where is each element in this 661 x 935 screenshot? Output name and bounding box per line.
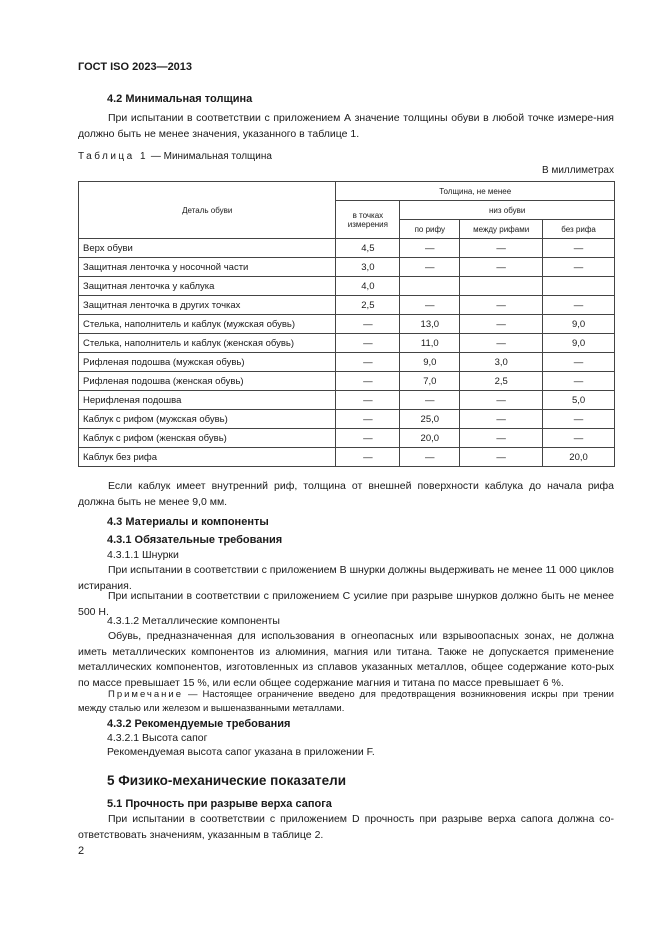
cell-between: 2,5	[460, 372, 543, 391]
cell-between: 3,0	[460, 353, 543, 372]
cell-points: —	[336, 448, 400, 467]
cell-rib	[400, 277, 460, 296]
cell-between: —	[460, 334, 543, 353]
table-row	[79, 429, 615, 448]
table-row	[79, 277, 615, 296]
table-row	[79, 296, 615, 315]
cell-points: —	[336, 315, 400, 334]
cell-norib: —	[543, 410, 615, 429]
table-1-units: В миллиметрах	[542, 165, 614, 176]
cell-points: —	[336, 334, 400, 353]
cell-points: —	[336, 429, 400, 448]
table-1	[78, 181, 615, 467]
laces-strength-text: При испытании в соответствии с приложением С усилие при разрыве шнурков должно быть не менее 500 Н.	[78, 590, 614, 618]
cell-rib: 11,0	[400, 334, 460, 353]
header-points: в точках измерения	[336, 201, 400, 239]
note	[78, 688, 614, 716]
cell-points: 4,0	[336, 277, 400, 296]
cell-points: —	[336, 372, 400, 391]
page-number: 2	[78, 845, 85, 857]
cell-points: —	[336, 410, 400, 429]
header-norib: без рифа	[543, 220, 615, 239]
cell-part: Защитная ленточка в других точках	[79, 296, 336, 315]
cell-between	[460, 277, 543, 296]
header-between: между рифами	[460, 220, 543, 239]
cell-rib: 20,0	[400, 429, 460, 448]
cell-part: Защитная ленточка у носочной части	[79, 258, 336, 277]
cell-norib: —	[543, 258, 615, 277]
cell-part: Стелька, наполнитель и каблук (мужская обувь)	[79, 315, 336, 334]
cell-norib: 5,0	[543, 391, 615, 410]
section-4-3-1-1-heading: 4.3.1.1 Шнурки	[107, 549, 179, 561]
table-row	[79, 239, 615, 258]
table-row	[79, 353, 615, 372]
table-1-title: — Минимальная толщина	[148, 151, 272, 162]
table-row	[79, 334, 615, 353]
table-row	[79, 410, 615, 429]
note-label: Примечание	[108, 689, 183, 700]
table-row	[79, 315, 615, 334]
cell-part: Каблук с рифом (женская обувь)	[79, 429, 336, 448]
table-row	[79, 391, 615, 410]
header-rib: по рифу	[400, 220, 460, 239]
cell-norib: 20,0	[543, 448, 615, 467]
cell-points: —	[336, 391, 400, 410]
section-4-2-heading: 4.2 Минимальная толщина	[107, 93, 253, 105]
cell-rib: —	[400, 296, 460, 315]
section-4-3-1-2-heading: 4.3.1.2 Металлические компоненты	[107, 615, 280, 627]
cell-between: —	[460, 239, 543, 258]
cell-between: —	[460, 315, 543, 334]
cell-part: Защитная ленточка у каблука	[79, 277, 336, 296]
cell-norib	[543, 277, 615, 296]
cell-norib: 9,0	[543, 315, 615, 334]
table-1-caption	[78, 151, 272, 162]
header-thickness: Толщина, не менее	[336, 182, 615, 201]
cell-rib: 25,0	[400, 410, 460, 429]
cell-part: Каблук без рифа	[79, 448, 336, 467]
note-text: — Настоящее ограничение введено для предотвращения возникновения искры при трении между сталью или железом и вышеназванными металлами.	[78, 689, 614, 714]
table-row	[79, 448, 615, 467]
cell-points: 4,5	[336, 239, 400, 258]
cell-part: Каблук с рифом (мужская обувь)	[79, 410, 336, 429]
cell-rib: 7,0	[400, 372, 460, 391]
table-1-label: Таблица 1	[78, 151, 149, 162]
laces-abrasion-text: При испытании в соответствии с приложением В шнурки должны выдерживать не менее 11 000 циклов истирания.	[78, 564, 614, 592]
section-4-3-2-heading: 4.3.2 Рекомендуемые требования	[107, 718, 291, 730]
cell-norib: —	[543, 429, 615, 448]
cell-rib: —	[400, 258, 460, 277]
tear-strength-text: При испытании в соответствии с приложением D прочность при разрыве верха сапога должна со-ответствовать значениям, указанным в таблице 2.	[78, 813, 614, 841]
section-4-3-1-heading: 4.3.1 Обязательные требования	[107, 534, 283, 546]
table-row	[79, 258, 615, 277]
section-5-1-heading: 5.1 Прочность при разрыве верха сапога	[107, 798, 332, 810]
cell-norib: —	[543, 296, 615, 315]
cell-norib: —	[543, 372, 615, 391]
cell-rib: 9,0	[400, 353, 460, 372]
cell-rib: 13,0	[400, 315, 460, 334]
cell-part: Стелька, наполнитель и каблук (женская обувь)	[79, 334, 336, 353]
heel-rib-text: Если каблук имеет внутренний риф, толщина от внешней поверхности каблука до начала рифа должна быть не менее 9,0 мм.	[78, 480, 614, 508]
cell-between: —	[460, 258, 543, 277]
header-bottom: низ обуви	[400, 201, 615, 220]
table-row	[79, 372, 615, 391]
cell-between: —	[460, 429, 543, 448]
section-5-heading: 5 Физико-механические показатели	[107, 773, 347, 788]
metal-components-text: Обувь, предназначенная для использования в огнеопасных или взрывоопасных зонах, не должна иметь металлических компонентов из алюминия, магния или титана. Также не допускается применение металлических компонентов, изготовленных из сплавов указанных металлов, общее содержание кото-рых по массе превышает 15 %, или если общее содержание магния и титана по массе превышает 6 %.	[78, 630, 614, 689]
cell-norib: —	[543, 353, 615, 372]
section-4-3-2-1-heading: 4.3.2.1 Высота сапог	[107, 732, 208, 744]
cell-norib: 9,0	[543, 334, 615, 353]
cell-part: Нерифленая подошва	[79, 391, 336, 410]
cell-part: Рифленая подошва (мужская обувь)	[79, 353, 336, 372]
cell-rib: —	[400, 239, 460, 258]
cell-between: —	[460, 296, 543, 315]
cell-between: —	[460, 448, 543, 467]
cell-points: 2,5	[336, 296, 400, 315]
cell-norib: —	[543, 239, 615, 258]
document-id: ГОСТ ISO 2023—2013	[78, 61, 193, 73]
cell-points: 3,0	[336, 258, 400, 277]
cell-rib: —	[400, 448, 460, 467]
header-part: Деталь обуви	[79, 182, 336, 239]
section-4-3-heading: 4.3 Материалы и компоненты	[107, 516, 269, 528]
section-4-2-text: При испытании в соответствии с приложением А значение толщины обуви в любой точке измере-ния должно быть не менее значения, указанного в таблице 1.	[78, 112, 614, 140]
cell-points: —	[336, 353, 400, 372]
cell-between: —	[460, 391, 543, 410]
cell-part: Верх обуви	[79, 239, 336, 258]
cell-part: Рифленая подошва (женская обувь)	[79, 372, 336, 391]
cell-rib: —	[400, 391, 460, 410]
cell-between: —	[460, 410, 543, 429]
boot-height-text: Рекомендуемая высота сапог указана в приложении F.	[107, 746, 375, 758]
